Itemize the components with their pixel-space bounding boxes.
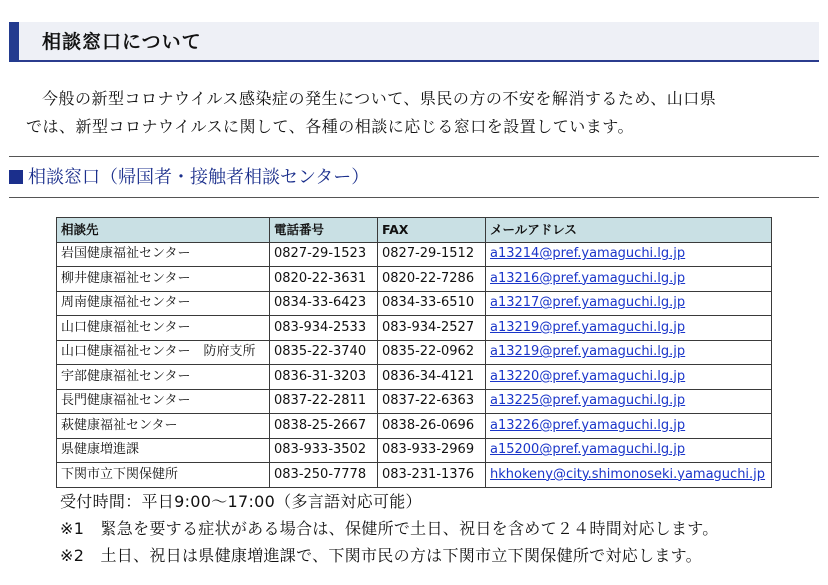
contact-table bbox=[56, 217, 772, 488]
phone-number: 0838-25-2667 bbox=[270, 414, 378, 439]
email-link[interactable]: a13216@pref.yamaguchi.lg.jp bbox=[486, 267, 772, 292]
fax-number: 0834-33-6510 bbox=[378, 291, 486, 316]
table-row bbox=[57, 463, 772, 488]
email-link[interactable]: a13219@pref.yamaguchi.lg.jp bbox=[486, 340, 772, 365]
intro-line-1: 今般の新型コロナウイルス感染症の発生について、県民の方の不安を解消するため、山口県 bbox=[42, 89, 717, 108]
intro-line-2: では、新型コロナウイルスに関して、各種の相談に応じる窓口を設置しています。 bbox=[26, 117, 634, 136]
table-row bbox=[57, 316, 772, 341]
email-link[interactable]: a13217@pref.yamaguchi.lg.jp bbox=[486, 291, 772, 316]
header-accent-bar bbox=[9, 22, 19, 62]
office-name: 県健康増進課 bbox=[57, 438, 270, 463]
intro-paragraph bbox=[26, 85, 816, 141]
office-name: 山口健康福祉センター 防府支所 bbox=[57, 340, 270, 365]
column-header-fax: FAX bbox=[378, 218, 486, 243]
note-1: ※1 緊急を要する症状がある場合は、保健所で土日、祝日を含めて２４時間対応します。 bbox=[60, 519, 719, 538]
table-row bbox=[57, 291, 772, 316]
table-row bbox=[57, 365, 772, 390]
office-name: 岩国健康福祉センター bbox=[57, 242, 270, 267]
section-heading bbox=[9, 166, 369, 190]
reception-hours: 受付時間：平日9:00～17:00（多言語対応可能） bbox=[60, 492, 422, 511]
table-header-row bbox=[57, 218, 772, 243]
phone-number: 083-933-3502 bbox=[270, 438, 378, 463]
phone-number: 0836-31-3203 bbox=[270, 365, 378, 390]
email-link[interactable]: a15200@pref.yamaguchi.lg.jp bbox=[486, 438, 772, 463]
note-2: ※2 土日、祝日は県健康増進課で、下関市民の方は下関市立下関保健所で対応します。 bbox=[60, 546, 702, 565]
office-name: 下関市立下関保健所 bbox=[57, 463, 270, 488]
section-heading-text: 相談窓口（帰国者・接触者相談センター） bbox=[28, 167, 370, 188]
table-row bbox=[57, 267, 772, 292]
fax-number: 083-231-1376 bbox=[378, 463, 486, 488]
office-name: 長門健康福祉センター bbox=[57, 389, 270, 414]
office-name: 萩健康福祉センター bbox=[57, 414, 270, 439]
email-link[interactable]: hkhokeny@city.shimonoseki.yamaguchi.jp bbox=[486, 463, 772, 488]
footer-notes bbox=[60, 488, 719, 569]
phone-number: 0835-22-3740 bbox=[270, 340, 378, 365]
table-row bbox=[57, 389, 772, 414]
office-name: 山口健康福祉センター bbox=[57, 316, 270, 341]
table-row bbox=[57, 340, 772, 365]
phone-number: 0834-33-6423 bbox=[270, 291, 378, 316]
phone-number: 083-250-7778 bbox=[270, 463, 378, 488]
fax-number: 0836-34-4121 bbox=[378, 365, 486, 390]
email-link[interactable]: a13214@pref.yamaguchi.lg.jp bbox=[486, 242, 772, 267]
phone-number: 0820-22-3631 bbox=[270, 267, 378, 292]
email-link[interactable]: a13225@pref.yamaguchi.lg.jp bbox=[486, 389, 772, 414]
phone-number: 083-934-2533 bbox=[270, 316, 378, 341]
column-header-office: 相談先 bbox=[57, 218, 270, 243]
phone-number: 0827-29-1523 bbox=[270, 242, 378, 267]
office-name: 柳井健康福祉センター bbox=[57, 267, 270, 292]
table-row bbox=[57, 242, 772, 267]
office-name: 宇部健康福祉センター bbox=[57, 365, 270, 390]
fax-number: 083-934-2527 bbox=[378, 316, 486, 341]
section-divider-top bbox=[9, 156, 819, 157]
fax-number: 083-933-2969 bbox=[378, 438, 486, 463]
fax-number: 0820-22-7286 bbox=[378, 267, 486, 292]
page-title: 相談窓口について bbox=[42, 31, 202, 53]
column-header-email: メールアドレス bbox=[486, 218, 772, 243]
email-link[interactable]: a13220@pref.yamaguchi.lg.jp bbox=[486, 365, 772, 390]
email-link[interactable]: a13226@pref.yamaguchi.lg.jp bbox=[486, 414, 772, 439]
square-bullet-icon bbox=[9, 170, 23, 184]
phone-number: 0837-22-2811 bbox=[270, 389, 378, 414]
fax-number: 0838-26-0696 bbox=[378, 414, 486, 439]
office-name: 周南健康福祉センター bbox=[57, 291, 270, 316]
table-row bbox=[57, 438, 772, 463]
section-divider-bottom bbox=[9, 197, 819, 198]
email-link[interactable]: a13219@pref.yamaguchi.lg.jp bbox=[486, 316, 772, 341]
fax-number: 0835-22-0962 bbox=[378, 340, 486, 365]
fax-number: 0827-29-1512 bbox=[378, 242, 486, 267]
table-row bbox=[57, 414, 772, 439]
column-header-phone: 電話番号 bbox=[270, 218, 378, 243]
fax-number: 0837-22-6363 bbox=[378, 389, 486, 414]
